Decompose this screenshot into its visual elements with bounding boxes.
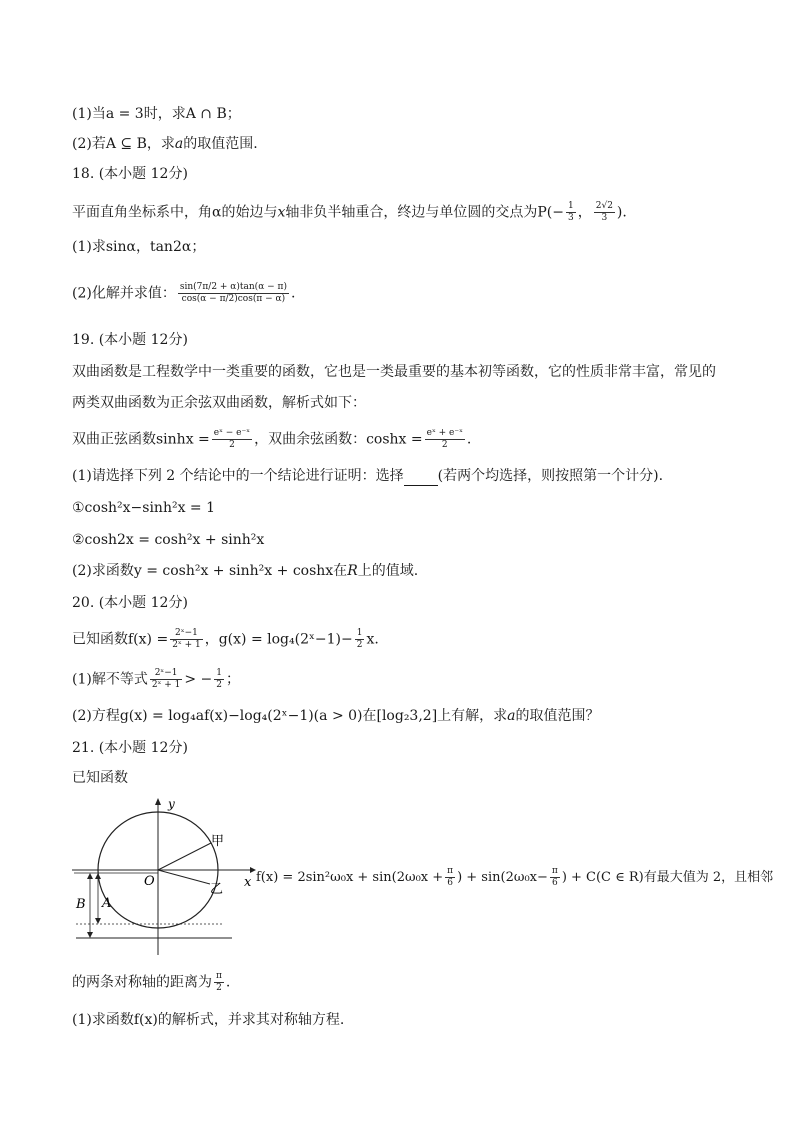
q20-definition [72, 628, 379, 651]
denominator: 2 [216, 983, 222, 993]
text: ； [226, 671, 241, 688]
q21-formula [256, 866, 773, 889]
q21-intro [72, 768, 128, 788]
question-number: 21. (本小题 12分) [72, 740, 188, 756]
x-axis-label: x [244, 875, 252, 890]
numerator: 2ˣ−1 [170, 628, 203, 640]
q19-heading [72, 330, 188, 350]
fraction [150, 668, 183, 691]
text: . [290, 285, 296, 302]
terminal-side-yi [158, 870, 210, 884]
text: 平面直角坐标系中，角α的始边与 [72, 204, 278, 221]
text: ). [616, 204, 627, 221]
numerator: 1 [356, 628, 363, 638]
q20-heading [72, 593, 188, 613]
text: ②cosh2x = cosh²x + sinh²x [72, 532, 265, 548]
q17-part1 [72, 104, 241, 124]
text: ①cosh²x−sinh²x = 1 [72, 500, 216, 516]
text: (2)若A ⊆ B，求 [72, 136, 175, 152]
numerator: 1 [216, 668, 223, 678]
q19-part2 [72, 561, 418, 581]
denominator: 2 [441, 440, 448, 450]
q20-part1 [72, 668, 240, 691]
variable-a: a [174, 136, 184, 152]
numerator: π [551, 866, 558, 876]
q17-part2 [72, 134, 258, 154]
q21-heading [72, 738, 188, 758]
numerator: eˣ + e⁻ˣ [426, 428, 463, 438]
variable-x: x [277, 204, 286, 221]
text: (1)当a = 3时，求A ∩ B； [72, 106, 241, 122]
numerator: eˣ − e⁻ˣ [213, 428, 251, 438]
denominator: 2ˣ + 1 [151, 680, 181, 690]
numerator: 1 [568, 201, 574, 211]
q18-part1 [72, 237, 205, 257]
y-axis-arrow-icon [155, 798, 161, 805]
q18-stem [72, 201, 627, 224]
fraction [594, 201, 615, 224]
fraction [550, 866, 560, 889]
text: ， [577, 204, 592, 221]
text: ) + sin(2ω₀x− [457, 870, 548, 885]
denominator: 2ˣ + 1 [172, 640, 201, 650]
text: ，g(x) = log₄(2ˣ−1)− [204, 631, 353, 648]
q19-conclusion-2 [72, 530, 264, 550]
text: 两类双曲函数为正余弦双曲函数，解析式如下： [72, 395, 366, 411]
text: 双曲函数是工程数学中一类重要的函数，它也是一类最重要的基本初等函数，它的性质非常丰富，常见的 [72, 364, 716, 380]
fraction [178, 282, 289, 305]
text: x. [366, 631, 379, 648]
denominator: 6 [551, 878, 558, 888]
y-axis-label: y [168, 797, 175, 811]
text: (若两个均选择，则按照第一个计分). [437, 468, 664, 484]
denominator: 2 [356, 640, 363, 650]
A-label: A [102, 896, 112, 911]
arrow-down-icon [95, 918, 101, 924]
fraction [445, 866, 455, 889]
arrow-up-icon [87, 873, 93, 879]
text: ，双曲余弦函数：coshx = [254, 431, 423, 448]
fraction [212, 428, 252, 451]
denominator: cos(α − π/2)cos(π − α) [181, 294, 286, 304]
text: 已知函数f(x) = [72, 631, 169, 648]
answer-blank[interactable] [404, 471, 438, 486]
arrow-up-icon [95, 873, 101, 879]
text: 上的值域. [357, 563, 419, 579]
text: (2)求函数y = cosh²x + sinh²x + coshx在 [72, 563, 348, 579]
text: 轴非负半轴重合，终边与单位圆的交点为P(− [285, 204, 564, 221]
terminal-side-jia [158, 843, 211, 870]
text: (2)化解并求值： [72, 285, 176, 302]
q18-heading [72, 164, 188, 184]
denominator: 3 [601, 213, 608, 223]
q19-definitions [72, 428, 471, 451]
denominator: 6 [447, 878, 453, 888]
text: 的取值范围？ [515, 708, 600, 724]
q20-part2 [72, 706, 600, 726]
numerator: π [447, 866, 454, 876]
text: > − [184, 671, 213, 688]
numerator: sin(7π/2 + α)tan(α − π) [179, 282, 287, 292]
numerator: π [216, 971, 222, 981]
text: (2)方程g(x) = log₄af(x)−log₄(2ˣ−1)(a > 0)在[log₂3,2]上有解，求 [72, 708, 508, 724]
text: 的取值范围. [183, 136, 258, 152]
variable-a: a [507, 708, 516, 724]
text: 已知函数 [72, 770, 128, 786]
denominator: 2 [229, 440, 235, 450]
text: ) + C(C ∈ R)有最大值为 2，且相邻 [561, 870, 774, 885]
text: 双曲正弦函数sinhx = [72, 431, 210, 448]
fraction [214, 971, 224, 994]
fraction [566, 201, 576, 224]
fraction [425, 428, 465, 451]
fraction [214, 668, 224, 691]
denominator: 3 [568, 213, 574, 223]
text: . [466, 431, 472, 448]
text: (1)求sinα，tan2α； [72, 239, 206, 255]
B-label: B [76, 897, 86, 912]
question-number: 20. (本小题 12分) [72, 595, 188, 611]
text: 的两条对称轴的距离为 [72, 974, 212, 991]
arrow-down-icon [87, 932, 93, 938]
text: (1)解不等式 [72, 671, 148, 688]
denominator: 2 [216, 680, 223, 690]
q19-part1 [72, 466, 663, 486]
fraction [170, 628, 203, 651]
yi-label: 乙 [210, 882, 224, 897]
q19-paragraph-1 [72, 362, 716, 382]
circle-diagram [72, 795, 258, 955]
variable-R: R [347, 563, 358, 579]
text: (1)求函数f(x)的解析式，并求其对称轴方程. [72, 1012, 345, 1028]
q18-part2 [72, 282, 295, 305]
numerator: 2√2 [595, 201, 613, 211]
q19-conclusion-1 [72, 498, 215, 518]
q21-distance [72, 971, 230, 994]
origin-label: O [144, 874, 155, 889]
text: . [225, 974, 231, 991]
jia-label: 甲 [211, 834, 225, 849]
numerator: 2ˣ−1 [150, 668, 183, 680]
text: (1)请选择下列 2 个结论中的一个结论进行证明：选择 [72, 468, 404, 484]
text: f(x) = 2sin²ω₀x + sin(2ω₀x + [256, 870, 444, 885]
fraction [355, 628, 365, 651]
q19-paragraph-2 [72, 393, 366, 413]
q21-part1 [72, 1010, 344, 1030]
question-number: 18. (本小题 12分) [72, 166, 188, 182]
question-number: 19. (本小题 12分) [72, 332, 188, 348]
